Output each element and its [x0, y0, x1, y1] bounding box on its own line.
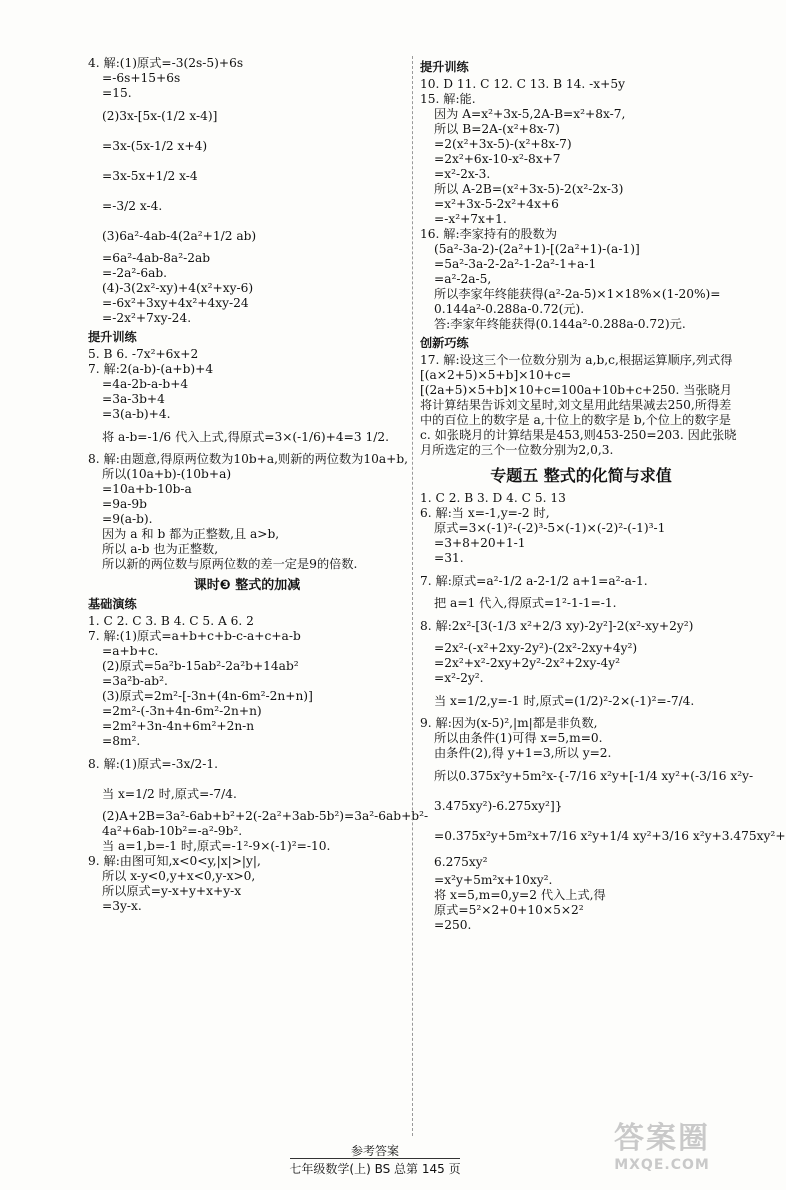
answer-line: =250.: [434, 918, 472, 932]
answer-line: =3y-x.: [102, 899, 142, 913]
left-column: [88, 56, 429, 914]
section-heading: 提升训练: [88, 330, 137, 344]
answer-line: =31.: [434, 551, 464, 565]
answer-line: 9. 解:由图可知,x<0<y,|x|>|y|,: [88, 854, 261, 868]
answer-line: =-6x²+3xy+4x²+4xy-24: [102, 296, 249, 310]
answer-line: 5. B 6. -7x²+6x+2: [88, 347, 199, 361]
answer-line: =2m²+3n-4n+6m²+2n-n: [102, 719, 255, 733]
answer-paragraph: 17. 解:设这三个一位数分别为 a,b,c,根据运算顺序,列式得[(a×2+5)×5+b]×10+c=[(2a+5)×5+b]×10+c=100a+10b+c+250. 当张晓月将计算结果告诉刘文星时,刘文星用此结果减去250,所得差中的百位上的数字是 a,十位上的数字是 b,个位上的数字是 c. 如张晓月的计算结果是453,则453-250=203. 因此张晓月所选定的三个一位数分别为2,0,3.: [420, 353, 737, 457]
answer-line: 所以(10a+b)-(10b+a): [102, 467, 232, 481]
answer-line: 原式=5²×2+0+10×5×2²: [434, 903, 584, 917]
answer-line: 3.475xy²)-6.275xy²]}: [434, 799, 563, 813]
answer-line: =2(x²+3x-5)-(x²+8x-7): [434, 137, 572, 151]
footer-page-info: 七年级数学(上) BS 总第 145 页: [289, 1162, 461, 1176]
answer-line: 4a²+6ab-10b²=-a²-9b².: [102, 824, 243, 838]
answer-line: =0.375x²y+5m²x+7/16 x²y+1/4 xy²+3/16 x²y+3.475xy²+: [434, 829, 786, 843]
answer-line: 原式=3×(-1)²-(-2)³-5×(-1)×(-2)²-(-1)³-1: [434, 521, 666, 535]
answer-line: =a+b+c.: [102, 644, 159, 658]
answer-line: =-x²+7x+1.: [434, 212, 507, 226]
watermark-url: MXQE.COM: [614, 1157, 710, 1173]
answer-line: 当 a=1,b=-1 时,原式=-1²-9×(-1)²=-10.: [102, 839, 331, 853]
answer-line: 将 a-b=-1/6 代入上式,得原式=3×(-1/6)+4=3 1/2.: [102, 430, 389, 444]
answer-line: 16. 解:李家持有的股数为: [420, 227, 558, 241]
answer-line: =3x-(5x-1/2 x+4): [102, 139, 208, 153]
answer-line: =x²-2y².: [434, 671, 484, 685]
answer-line: 10. D 11. C 12. C 13. B 14. -x+5y: [420, 77, 625, 91]
answer-line: =5a²-3a-2-2a²-1-2a²-1+a-1: [434, 257, 597, 271]
section-heading: 创新巧练: [420, 336, 469, 350]
answer-line: 所以李家年终能获得(a²-2a-5)×1×18%×(1-20%)=: [434, 287, 721, 301]
answer-line: =a²-2a-5,: [434, 272, 492, 286]
answer-line: =6a²-4ab-8a²-2ab: [102, 251, 211, 265]
answer-line: =2x²+x²-2xy+2y²-2x²+2xy-4y²: [434, 656, 621, 670]
answer-line: 15. 解:能.: [420, 92, 476, 106]
answer-line: 7. 解:原式=a²-1/2 a-2-1/2 a+1=a²-a-1.: [420, 574, 648, 588]
watermark-logo: [592, 1122, 732, 1178]
answer-line: 因为 A=x²+3x-5,2A-B=x²+8x-7,: [434, 107, 626, 121]
answer-line: (2)3x-[5x-(1/2 x-4)]: [102, 109, 218, 123]
topic-heading: 专题五 整式的化简与求值: [490, 466, 672, 485]
answer-line: =3(a-b)+4.: [102, 407, 171, 421]
answer-line: =2x²+6x-10-x²-8x+7: [434, 152, 561, 166]
answer-line: 所以 A-2B=(x²+3x-5)-2(x²-2x-3): [434, 182, 624, 196]
answer-line: 当 x=1/2,y=-1 时,原式=(1/2)²-2×(-1)²=-7/4.: [434, 694, 695, 708]
column-divider: [412, 56, 413, 1136]
watermark-logo-text: 答案圈: [614, 1121, 710, 1156]
answer-line: 1. C 2. C 3. B 4. C 5. A 6. 2: [88, 614, 254, 628]
answer-line: 4. 解:(1)原式=-3(2s-5)+6s: [88, 56, 244, 70]
answer-line: 6.275xy²: [434, 855, 488, 869]
answer-line: =-2x²+7xy-24.: [102, 311, 192, 325]
answer-line: 所以 B=2A-(x²+8x-7): [434, 122, 560, 136]
answer-line: =3a²b-ab².: [102, 674, 168, 688]
answer-line: (4)-3(2x²-xy)+4(x²+xy-6): [102, 281, 254, 295]
answer-line: 因为 a 和 b 都为正整数,且 a>b,: [102, 527, 280, 541]
answer-line: =9(a-b).: [102, 512, 153, 526]
footer-rule: [290, 1158, 460, 1159]
section-heading: 提升训练: [420, 60, 469, 74]
answer-line: (2)A+2B=3a²-6ab+b²+2(-2a²+3ab-5b²)=3a²-6ab+b²-: [102, 809, 429, 823]
section-heading: 基础演练: [88, 597, 137, 611]
answer-line: 7. 解:2(a-b)-(a+b)+4: [88, 362, 214, 376]
answer-line: =3+8+20+1-1: [434, 536, 526, 550]
answer-line: =8m².: [102, 734, 141, 748]
answer-line: 将 x=5,m=0,y=2 代入上式,得: [434, 888, 606, 902]
answer-line: 所以由条件(1)可得 x=5,m=0.: [434, 731, 603, 745]
answer-line: 所以 x-y<0,y+x<0,y-x>0,: [102, 869, 256, 883]
answer-line: (2)原式=5a²b-15ab²-2a²b+14ab²: [102, 659, 299, 673]
answer-line: =x²y+5m²x+10xy².: [434, 873, 553, 887]
right-column: [420, 56, 786, 933]
answer-line: =-6s+15+6s: [102, 71, 181, 85]
answer-line: 所以原式=y-x+y+x+y-x: [102, 884, 242, 898]
answer-line: (5a²-3a-2)-(2a²+1)-[(2a²+1)-(a-1)]: [434, 242, 640, 256]
answer-line: =4a-2b-a-b+4: [102, 377, 189, 391]
answer-line: 9. 解:因为(x-5)²,|m|都是非负数,: [420, 716, 598, 730]
answer-line: 所以0.375x²y+5m²x-{-7/16 x²y+[-1/4 xy²+(-3/16 x²y-: [434, 769, 754, 783]
answer-line: =-2a²-6ab.: [102, 266, 168, 280]
lesson-heading: 课时❸ 整式的加减: [193, 578, 301, 593]
answer-line: 6. 解:当 x=-1,y=-2 时,: [420, 506, 550, 520]
answer-line: 由条件(2),得 y+1=3,所以 y=2.: [434, 746, 612, 760]
answer-line: =2m²-(-3n+4n-6m²-2n+n): [102, 704, 262, 718]
footer-title: 参考答案: [350, 1144, 399, 1158]
answer-line: =x²+3x-5-2x²+4x+6: [434, 197, 559, 211]
answer-line: =3x-5x+1/2 x-4: [102, 169, 198, 183]
answer-line: (3)6a²-4ab-4(2a²+1/2 ab): [102, 229, 257, 243]
answer-line: =-3/2 x-4.: [102, 199, 163, 213]
answer-line: 7. 解:(1)原式=a+b+c+b-c-a+c+a-b: [88, 629, 301, 643]
answer-line: =10a+b-10b-a: [102, 482, 192, 496]
answer-line: 把 a=1 代入,得原式=1²-1-1=-1.: [434, 596, 617, 610]
answer-line: =15.: [102, 86, 132, 100]
answer-line: 答:李家年终能获得(0.144a²-0.288a-0.72)元.: [434, 317, 686, 331]
answer-line: 所以新的两位数与原两位数的差一定是9的倍数.: [102, 557, 358, 571]
answer-line: =2x²-(-x²+2xy-2y²)-(2x²-2xy+4y²): [434, 641, 638, 655]
answer-line: 8. 解:2x²-[3(-1/3 x²+2/3 xy)-2y²]-2(x²-xy+2y²): [420, 619, 694, 633]
answer-line: =9a-9b: [102, 497, 147, 511]
answer-line: (3)原式=2m²-[-3n+(4n-6m²-2n+n)]: [102, 689, 313, 703]
answer-line: 所以 a-b 也为正整数,: [102, 542, 219, 556]
answer-line: =3a-3b+4: [102, 392, 165, 406]
answer-line: =x²-2x-3.: [434, 167, 491, 181]
answer-line: 0.144a²-0.288a-0.72(元).: [434, 302, 585, 316]
answer-line: 当 x=1/2 时,原式=-7/4.: [102, 787, 237, 801]
answer-line: 8. 解:(1)原式=-3x/2-1.: [88, 757, 218, 771]
answer-line: 8. 解:由题意,得原两位数为10b+a,则新的两位数为10a+b,: [88, 452, 408, 466]
answer-line: 1. C 2. B 3. D 4. C 5. 13: [420, 491, 566, 505]
